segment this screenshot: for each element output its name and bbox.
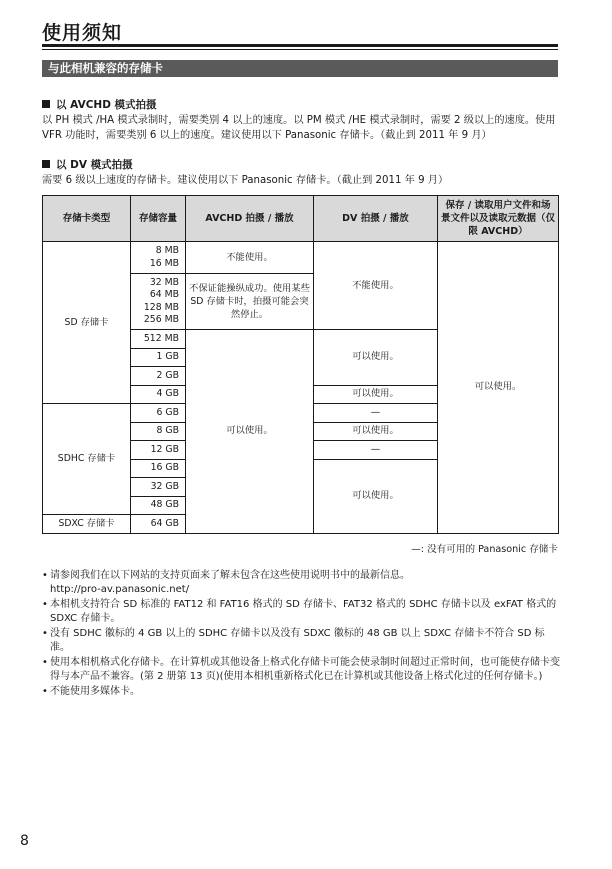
title-rule-thin	[42, 49, 558, 50]
dv-heading-text: 以 DV 模式拍摄	[56, 159, 133, 171]
type-sdxc: SDXC 存储卡	[43, 515, 131, 534]
avchd-usable: 可以使用。	[186, 330, 314, 534]
dv-usable-sd: 可以使用。	[314, 330, 438, 386]
capacity-cell: 32 GB	[131, 478, 186, 497]
table-header-row	[43, 196, 559, 242]
header-avchd: AVCHD 拍摄 / 播放	[186, 196, 314, 242]
dv-paragraph: 需要 6 级以上速度的存储卡。建议使用以下 Panasonic 存储卡。（截止到 2011 年 9 月）	[42, 175, 449, 186]
capacity-cell: 4 GB	[131, 385, 186, 404]
capacity-cell: 512 MB	[131, 330, 186, 349]
capacity-cell: 8 MB 16 MB	[131, 242, 186, 274]
type-sd: SD 存储卡	[43, 242, 131, 404]
table-row	[43, 242, 559, 274]
capacity-cell: 16 GB	[131, 459, 186, 478]
capacity-cell: 48 GB	[131, 496, 186, 515]
list-item: • 没有 SDHC 徽标的 4 GB 以上的 SDHC 存储卡以及没有 SDXC 徽标的 48 GB 以上 SDXC 存储卡不符合 SD 标准。	[42, 627, 562, 655]
list-item: • 使用本相机格式化存储卡。在计算机或其他设备上格式化存储卡可能会使录制时间超过正常时间，也可能使存储卡变得与本产品不兼容。(第 2 册第 13 页)(使用本相机重新格式化已在计算机或其他设备上格式化过的任何存储卡。)	[42, 656, 562, 684]
dv-heading	[42, 157, 133, 172]
dv-usable-8g: 可以使用。	[314, 422, 438, 441]
save-files-usable: 可以使用。	[438, 242, 559, 534]
dv-dash-6g: —	[314, 404, 438, 423]
notes-list	[42, 569, 562, 699]
square-bullet-icon	[42, 160, 50, 168]
capacity-cell: 6 GB	[131, 404, 186, 423]
note-text: 请参阅我们在以下网站的支持页面来了解未包含在这些使用说明书中的最新信息。	[50, 570, 410, 581]
dv-unusable: 不能使用。	[314, 242, 438, 330]
support-url-link[interactable]: http://pro-av.panasonic.net/	[50, 584, 190, 596]
section-heading: 与此相机兼容的存储卡	[42, 60, 558, 77]
list-item	[42, 569, 562, 597]
square-bullet-icon	[42, 100, 50, 108]
type-sdhc: SDHC 存储卡	[43, 404, 131, 515]
dv-dash-12g: —	[314, 441, 438, 460]
dv-usable-4g: 可以使用。	[314, 385, 438, 404]
table-legend: —: 没有可用的 Panasonic 存储卡	[411, 544, 558, 555]
capacity-cell: 32 MB 64 MB 128 MB 256 MB	[131, 274, 186, 330]
page-number: 8	[20, 833, 29, 849]
avchd-heading-text: 以 AVCHD 模式拍摄	[56, 99, 157, 111]
avchd-unusable: 不能使用。	[186, 242, 314, 274]
list-item: • 本相机支持符合 SD 标准的 FAT12 和 FAT16 格式的 SD 存储卡、FAT32 格式的 SDHC 存储卡以及 exFAT 格式的 SDXC 存储卡。	[42, 598, 562, 626]
header-card-type: 存储卡类型	[43, 196, 131, 242]
compatibility-table	[42, 195, 559, 534]
avchd-not-guaranteed: 不保证能操纵成功。使用某些 SD 存储卡时，拍摄可能会突然停止。	[186, 274, 314, 330]
list-item: • 不能使用多媒体卡。	[42, 685, 562, 699]
capacity-cell: 8 GB	[131, 422, 186, 441]
header-capacity: 存储容量	[131, 196, 186, 242]
title-rule-thick	[42, 44, 558, 47]
capacity-cell: 64 GB	[131, 515, 186, 534]
header-dv: DV 拍摄 / 播放	[314, 196, 438, 242]
avchd-paragraph: 以 PH 模式 /HA 模式录制时，需要类别 4 以上的速度。以 PM 模式 /HE 模式录制时，需要 2 级以上的速度。使用 VFR 功能时，需要类别 6 以上的速度。建议使用以下 Panasonic 存储卡。（截止到 2011 年 9 月）	[42, 115, 556, 141]
dv-usable-16g-64g: 可以使用。	[314, 459, 438, 533]
capacity-cell: 2 GB	[131, 367, 186, 386]
capacity-cell: 12 GB	[131, 441, 186, 460]
avchd-heading	[42, 97, 157, 112]
capacity-cell: 1 GB	[131, 348, 186, 367]
page-title: 使用须知	[42, 22, 123, 44]
header-save-files: 保存 / 读取用户文件和场景文件以及读取元数据（仅限 AVCHD）	[438, 196, 559, 242]
